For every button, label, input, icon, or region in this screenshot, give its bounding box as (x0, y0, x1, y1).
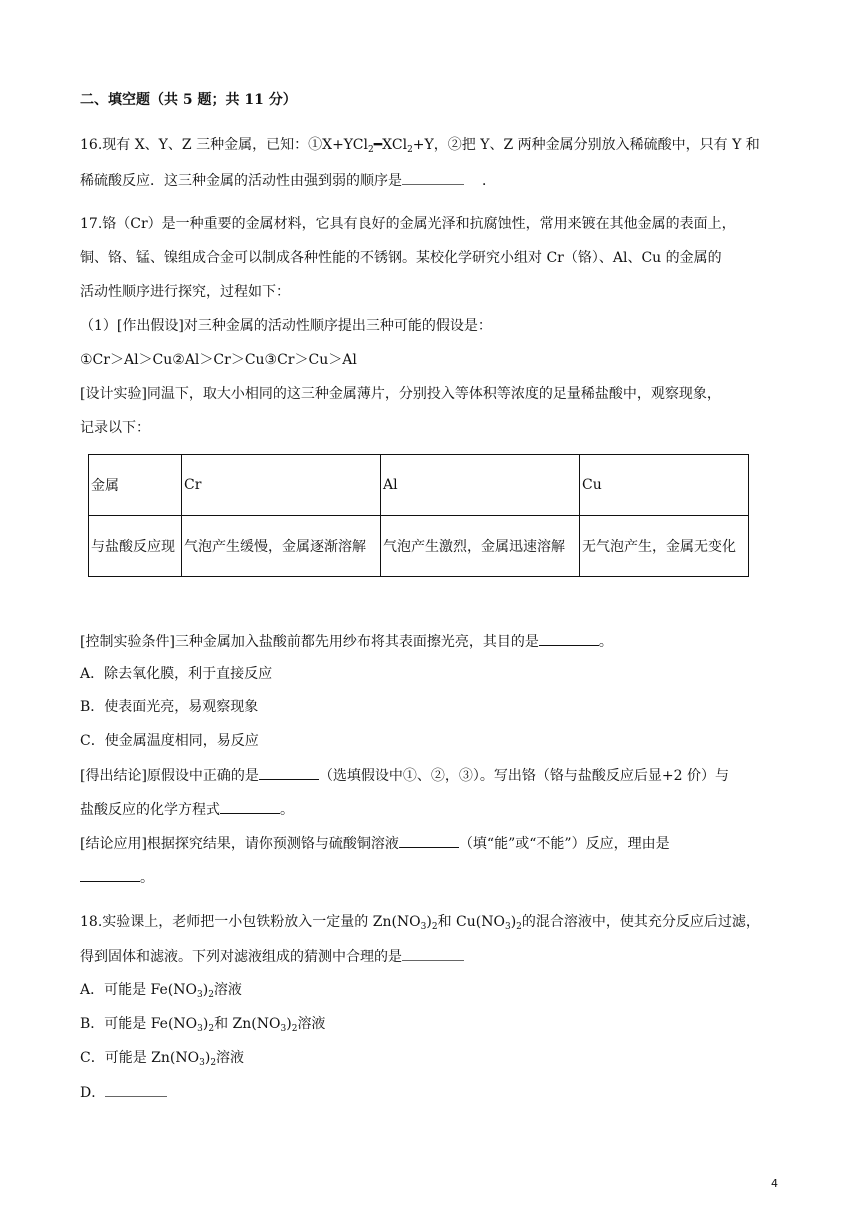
answer-blank[interactable] (539, 631, 599, 646)
table-cell: 与盐酸反应现 (89, 516, 182, 577)
q16-line-1: 16.现有 X、Y、Z 三种金属，已知：①X+YCl$_2$━XCl$_2$+Y，②把 Y、Z 两种金属分别放入稀硫酸中，只有 Y 和 (80, 137, 760, 155)
table-cell: Cr (182, 455, 381, 516)
q16-line-2: 稀硫酸反应．这三种金属的活动性由强到弱的顺序是 ． (80, 170, 496, 191)
metal-reaction-table (88, 454, 749, 577)
q17-conclusion-line-1: [得出结论]原假设中正确的是 （选填假设中①、②，③）。写出铬（铬与盐酸反应后显+2 价）与 (80, 765, 729, 786)
q18-option-b: B．可能是 $Fe(NO_3)_2$和 $Zn(NO_3)_2$溶液 (80, 1016, 326, 1034)
q17-line-2: 铜、铬、锰、镍组成合金可以制成各种性能的不锈钢。某校化学研究小组对 Cr（铬）、Al、Cu 的金属的 (80, 250, 722, 266)
answer-blank[interactable] (220, 799, 280, 814)
q17-option-c: C．使金属温度相同，易反应 (80, 733, 259, 749)
answer-blank[interactable] (80, 867, 140, 882)
q17-application-line-1: [结论应用]根据探究结果，请你预测铬与硫酸铜溶液 （填“能”或“不能”）反应，理由是 (80, 833, 670, 854)
answer-blank[interactable] (402, 170, 464, 185)
table-cell: Cu (580, 455, 749, 516)
q17-option-a: A．除去氧化膜，利于直接反应 (80, 666, 273, 682)
table-cell: 金属 (89, 455, 182, 516)
page-number: 4 (771, 1177, 778, 1190)
q17-control-line: [控制实验条件]三种金属加入盐酸前都先用纱布将其表面擦光亮，其目的是 。 (80, 631, 613, 652)
table-row (89, 516, 749, 577)
answer-blank[interactable] (259, 765, 319, 780)
section-title: 二、填空题（共 5 题；共 11 分） (80, 92, 297, 108)
q17-design-line-1: [设计实验]同温下，取大小相同的这三种金属薄片，分别投入等体积等浓度的足量稀盐酸中，观察现象， (80, 386, 721, 402)
answer-blank[interactable] (105, 1082, 167, 1097)
table-cell: 无气泡产生，金属无变化 (580, 516, 749, 577)
q17-hypotheses: ①Cr＞Al＞Cu②Al＞Cr＞Cu③Cr＞Cu＞Al (80, 352, 357, 368)
q17-conclusion-line-2: 盐酸反应的化学方程式 。 (80, 799, 294, 820)
answer-blank[interactable] (399, 833, 459, 848)
q18-option-a: A．可能是 $Fe(NO_3)_2$溶液 (80, 982, 242, 1000)
q17-line-1: 17.铬（Cr）是一种重要的金属材料，它具有良好的金属光泽和抗腐蚀性，常用来镀在其他金属的表面上， (80, 216, 736, 232)
q18-line-2: 得到固体和滤液。下列对滤液组成的猜测中合理的是 (80, 946, 464, 967)
table-row (89, 455, 749, 516)
q18-line-1: 18.实验课上，老师把一小包铁粉放入一定量的 $Zn(NO_3)_2$和 $Cu(NO_3)_2$的混合溶液中，使其充分反应后过滤， (80, 914, 760, 932)
q17-application-line-2: 。 (80, 867, 154, 888)
table-cell: Al (381, 455, 580, 516)
q17-hypothesis-heading: （1）[作出假设]对三种金属的活动性顺序提出三种可能的假设是： (80, 318, 492, 334)
q18-option-c: C．可能是 $Zn(NO_3)_2$溶液 (80, 1050, 245, 1068)
table-cell: 气泡产生激烈，金属迅速溶解 (381, 516, 580, 577)
answer-blank[interactable] (402, 946, 464, 961)
q17-design-line-2: 记录以下： (80, 420, 150, 436)
q17-line-3: 活动性顺序进行探究，过程如下： (80, 284, 290, 300)
table-cell: 气泡产生缓慢，金属逐渐溶解 (182, 516, 381, 577)
q18-option-d: D． (80, 1082, 167, 1103)
q17-option-b: B．使表面光亮，易观察现象 (80, 699, 259, 715)
